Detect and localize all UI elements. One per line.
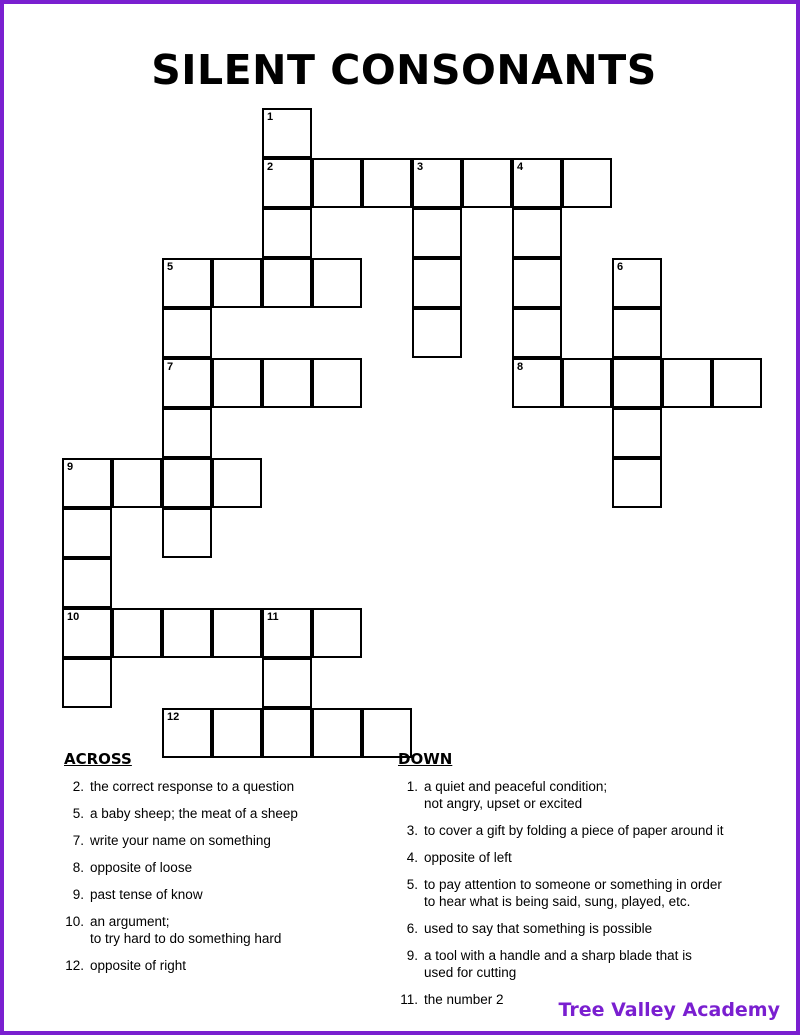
grid-cell-number: 5: [167, 261, 174, 273]
down-clue-number: 11.: [400, 992, 418, 1007]
grid-cell[interactable]: [62, 558, 112, 608]
across-clue-number: 5.: [72, 806, 84, 821]
grid-cell[interactable]: [312, 258, 362, 308]
down-clue-text: a quiet and peaceful condition; not angry, upset or excited: [424, 779, 608, 811]
down-clue-text: the number 2: [424, 992, 504, 1007]
grid-cell[interactable]: [212, 608, 262, 658]
grid-cell[interactable]: [62, 608, 112, 658]
grid-cell[interactable]: [262, 208, 312, 258]
grid-cell[interactable]: [262, 108, 312, 158]
down-clue-number: 5.: [406, 877, 418, 892]
down-clue: [398, 822, 778, 839]
page-title: SILENT CONSONANTS: [151, 46, 657, 94]
grid-cell[interactable]: [162, 608, 212, 658]
grid-cell-number: 6: [617, 261, 624, 273]
grid-cell[interactable]: [262, 608, 312, 658]
grid-cell[interactable]: [512, 358, 562, 408]
down-clue-number: 1.: [406, 779, 418, 794]
down-clue-number: 3.: [406, 823, 418, 838]
down-clue-text: to cover a gift by folding a piece of paper around it: [424, 823, 724, 838]
grid-cell[interactable]: [262, 658, 312, 708]
grid-cell-number: 1: [267, 111, 274, 123]
across-clue: [64, 913, 394, 947]
grid-cell[interactable]: [462, 158, 512, 208]
grid-cell[interactable]: [162, 308, 212, 358]
grid-cell[interactable]: [612, 308, 662, 358]
grid-cell[interactable]: [412, 258, 462, 308]
grid-cell-number: 3: [417, 161, 424, 173]
grid-cell[interactable]: [112, 458, 162, 508]
down-clue-text: to pay attention to someone or something in order to hear what is being said, sung, played, etc.: [424, 877, 722, 909]
across-clue-text: the correct response to a question: [90, 779, 295, 794]
down-clue: [398, 876, 778, 910]
grid-cell-number: 7: [167, 361, 174, 373]
grid-cell-number: 4: [517, 161, 524, 173]
grid-cell[interactable]: [362, 158, 412, 208]
down-clue-number: 6.: [406, 921, 418, 936]
grid-cell[interactable]: [412, 158, 462, 208]
across-clue: [64, 886, 394, 903]
down-clue-text: a tool with a handle and a sharp blade that is used for cutting: [424, 948, 692, 980]
grid-cell[interactable]: [562, 358, 612, 408]
across-clue-text: a baby sheep; the meat of a sheep: [90, 806, 298, 821]
grid-cell[interactable]: [212, 358, 262, 408]
grid-cell[interactable]: [412, 208, 462, 258]
down-clue: [398, 778, 778, 812]
down-clue-number: 9.: [406, 948, 418, 963]
grid-cell[interactable]: [162, 258, 212, 308]
across-clue-text: opposite of loose: [90, 860, 193, 875]
across-clue-text: an argument; to try hard to do something hard: [90, 914, 282, 946]
across-clue-number: 9.: [72, 887, 84, 902]
grid-cell[interactable]: [162, 408, 212, 458]
grid-cell[interactable]: [162, 508, 212, 558]
grid-cell[interactable]: [62, 458, 112, 508]
across-clue: [64, 832, 394, 849]
down-clue-text: opposite of left: [424, 850, 512, 865]
across-clues-column: [64, 750, 394, 984]
across-clue-number: 2.: [72, 779, 84, 794]
down-clue-number: 4.: [406, 850, 418, 865]
grid-cell[interactable]: [612, 408, 662, 458]
grid-cell[interactable]: [262, 158, 312, 208]
across-clue: [64, 957, 394, 974]
across-clue: [64, 859, 394, 876]
grid-cell[interactable]: [612, 358, 662, 408]
grid-cell-number: 11: [267, 611, 279, 623]
grid-cell[interactable]: [312, 158, 362, 208]
down-clue: [398, 920, 778, 937]
grid-cell-number: 12: [167, 711, 180, 723]
grid-cell[interactable]: [162, 458, 212, 508]
down-clue-list: [398, 778, 778, 1008]
across-clue: [64, 778, 394, 795]
grid-cell[interactable]: [662, 358, 712, 408]
across-clue-number: 7.: [72, 833, 84, 848]
grid-cell[interactable]: [612, 258, 662, 308]
across-heading: ACROSS: [64, 750, 132, 768]
grid-cell-number: 10: [67, 611, 80, 623]
grid-cell[interactable]: [262, 358, 312, 408]
crossword-grid[interactable]: [8, 104, 800, 744]
grid-cell[interactable]: [62, 658, 112, 708]
across-clue-number: 8.: [72, 860, 84, 875]
grid-cell[interactable]: [712, 358, 762, 408]
grid-cell-number: 8: [517, 361, 524, 373]
down-clue-text: used to say that something is possible: [424, 921, 653, 936]
across-clue-text: write your name on something: [90, 833, 271, 848]
down-clue: [398, 849, 778, 866]
down-clue: [398, 947, 778, 981]
grid-cell[interactable]: [562, 158, 612, 208]
grid-cell[interactable]: [262, 258, 312, 308]
across-clue-text: opposite of right: [90, 958, 187, 973]
across-clue-number: 12.: [65, 958, 84, 973]
grid-cell[interactable]: [212, 458, 262, 508]
grid-cell[interactable]: [512, 208, 562, 258]
across-clue-list: [64, 778, 394, 974]
grid-cell[interactable]: [412, 308, 462, 358]
grid-cell[interactable]: [112, 608, 162, 658]
brand-label: Tree Valley Academy: [558, 999, 780, 1021]
grid-cell[interactable]: [512, 258, 562, 308]
grid-cell[interactable]: [312, 358, 362, 408]
across-clue: [64, 805, 394, 822]
grid-cell[interactable]: [512, 308, 562, 358]
down-heading: DOWN: [398, 750, 453, 768]
across-clue-text: past tense of know: [90, 887, 203, 902]
grid-cell-number: 2: [267, 161, 274, 173]
grid-cell[interactable]: [312, 608, 362, 658]
across-clue-number: 10.: [65, 914, 84, 929]
grid-cell[interactable]: [212, 258, 262, 308]
down-clues-column: [398, 750, 778, 1018]
grid-cell-number: 9: [67, 461, 74, 473]
grid-cell[interactable]: [512, 158, 562, 208]
grid-cell[interactable]: [162, 358, 212, 408]
worksheet-content: [8, 8, 800, 1035]
clues-section: [8, 750, 800, 1007]
grid-cell[interactable]: [62, 508, 112, 558]
grid-cell[interactable]: [612, 458, 662, 508]
